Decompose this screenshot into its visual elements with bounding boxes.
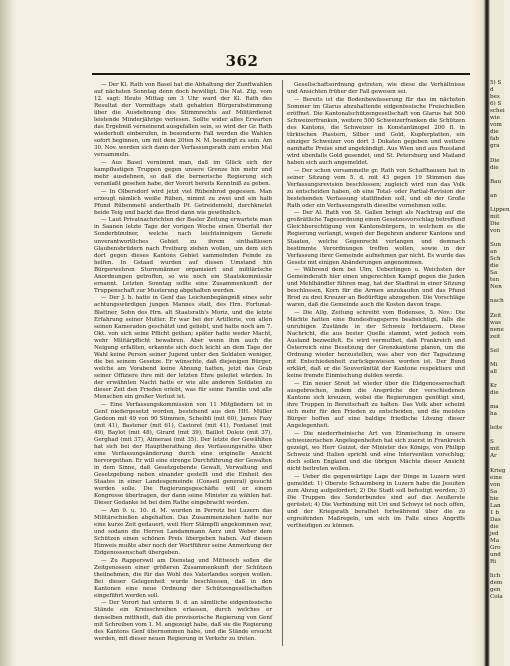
article-paragraph: — Der J. b. hatte in Genf das Leichenbegängniß eines sehr achtungswürdigen jungen Mannes statt, des Hrn. Fortunat-Blattner, Sohn des Hrn. alt Staatsrath's Moriz, und die letzte Erfahrung seiner Mutter. Er war bei der Artillerie, von allen seinen Kameraden geschätzt und geliebt, und hatte noch am 7. Okt. von sich seine Pflicht gethan; später hatte weder Macht, wehr Militärpflicht bewahren. Aber wenn ihm auch die Neigung erfaßten, erkannte sich doch leicht an dem Tage der Wahl keine Person seiner Jugend unter den Soldaten weniger, die bei seinem Gesetze. Er wünschte, daß diejenigen Bürger, welche am Vorabend keine Ahnung hatten, jetzt das Grab seiner Offiziere ihre mit der letzten Ehre geleitet würden. In der erwähnten Nacht hatte er wie alle anderen Soldaten zu dieser Zeit den Frieden erlebt, was für seine Familie und alle Menschen ein großer Verlust ist. [94, 295, 272, 401]
article-paragraph: — Aus Basel vernimmt man, daß im Glück sich der kampflustigen Truppen gegen unsere Grenze hin mehr und mehr ausdehnen, so daß die bernerische Regierung sich veranlaßt gesehen habe, der Vorort bereits Kenntniß zu geben. [94, 160, 272, 188]
adjacent-page-fragment [490, 172, 504, 179]
adjacent-page-fragment: Gro [490, 545, 501, 552]
adjacent-page-fragment: gen [490, 587, 501, 594]
adjacent-page-fragment: bes [490, 94, 500, 101]
article-paragraph: — In Olbersdorf wird jetzt viel Rübenbrod gegessen. Man erzeugt nämlich weiße Rüben, nimmt zu zwei und ein halb Pfund Rübenmehl anderthalb Pf. Getreidemehl, durchknetet beide Teig und backt das Brod dann wie gewöhnlich. [94, 188, 272, 216]
adjacent-page-fragment: zeit [490, 333, 501, 340]
adjacent-page-edge [490, 80, 510, 650]
adjacent-page-fragment [490, 376, 504, 383]
adjacent-page-fragment: Sch [490, 256, 501, 263]
adjacent-page-fragment: mit [490, 213, 500, 220]
adjacent-page-fragment: die [490, 523, 499, 530]
column-divider [282, 80, 283, 646]
adjacent-page-fragment: wie [490, 115, 500, 122]
adjacent-page-fragment: dem [490, 580, 503, 587]
adjacent-page-fragment: die [490, 390, 499, 397]
adjacent-page-fragment: Sa [490, 488, 498, 495]
adjacent-page-fragment: ha [490, 411, 497, 418]
adjacent-page-fragment: ma [490, 404, 499, 411]
adjacent-page-fragment [490, 291, 504, 298]
adjacent-page-fragment: die [490, 263, 499, 270]
article-paragraph: — Eine Verfassungskommission von 11 Mitgliedern ist in Genf niedergesetzt worden, bestehend aus den HH. Müller Gedeon mit 49 von 90 Stimmen, Scheibli (mit 60), James Fazy (mit 41), Bastener (mit 61), Castoret (mit 41), Fontanel (mit 49), Baylot (mit 48), Girard (mit 39), Baillot Doleiz (mit 37), Gerghad (mit 37), Almerasi (mit 35). Der letzte der Gewählten hat sich bei der Hauptberathung des Verfassungsraths über eine Verfassungsänderung durch eine originelle Ansicht hervorgethan. Er will eine strenge Durchführung der Gewalten in dem Sinne, daß Gesetzgebende Gewalt, Verwaltung und Gesetzgebung neben einander gestellt und die Einheit des Staates in einer Landesgemeinde (Conseil general) gesucht werden solle. Die Regierungsgeschäfte will er einem Kongresse übertragen, der dann seine Minister zu wählen hat. Dieser Gedanke ist bei dem Rathe eingebracht worden. [94, 401, 272, 507]
article-paragraph: — Der Al. Rath von St. Gallen bringt als Nachtrag auf die großrätliche Tagesordnung einen Gesetzesvorschlag betreffend Gleichberechtigung von Kantonsbürgern, in welchem es die Regierung verlangt, wegen der Begehren anderer Kantone und Staaten, welche Gegenrecht verlangen und demnach bestimmte Verordnungen treffen wollen, sowie in der Verfassung ihrer Gemeinde aufnehmen gar nicht. Es wurde das Gesetz mit einigen Abänderungen angenommen. [287, 210, 465, 266]
adjacent-page-fragment: nach [490, 298, 504, 305]
adjacent-page-fragment [490, 341, 504, 348]
adjacent-page-fragment: was [490, 319, 501, 326]
adjacent-page-fragment: bie [490, 495, 499, 502]
article-paragraph: — Am 9. u. 10. d. M. wurden in Perrotz bei Luzern das Militärschießen abgehalten. Das Zusammenziehen hatte nur eine kurze Zeit gedauert, weil Herr Stämpfli angekommen war, und sodann die Herren Landammann Aerz und Weber dem Schützen einen schönen Preis übergeben haben. Auf diesen Hinweis mußte aber noch der Wortführer seine Anmerkung der Eidgenossenschaft übergeben. [94, 507, 272, 557]
adjacent-page-fragment: gra [490, 143, 500, 150]
adjacent-page-fragment: Ri [490, 559, 497, 566]
adjacent-page-fragment: schei [490, 108, 505, 115]
adjacent-page-fragment: Lippen [490, 206, 510, 213]
article-paragraph: — Ein neuer Streit ist wieder über die Eidgenossenschaft ausgebrochen, indem die Ansprüche der verschiedenen Kantone sich kreuzen, wobei die Regierungen genötigt sind, ihre Truppen in Bereitschaft zu halten. Das Volk aber scheint sich mehr für den Frieden zu entscheiden, und die meisten Bürger hoffen auf eine baldige friedliche Lösung dieser Angelegenheit. [287, 380, 465, 430]
right-column [287, 82, 465, 530]
left-column [94, 82, 272, 643]
adjacent-page-fragment [490, 432, 504, 439]
adjacent-page-fragment: ten [490, 277, 500, 284]
binding-shadow [0, 0, 14, 666]
adjacent-page-fragment: Lan [490, 502, 501, 509]
adjacent-page-fragment: d [490, 87, 494, 94]
adjacent-page-fragment: 5) S [490, 80, 502, 86]
adjacent-page-fragment: Zeit [490, 312, 502, 319]
article-paragraph: — Die Allg. Zeitung schreibt vom Bodensee, 5. Nov.: Die Mächte hatten eine Bundesfragsperre beabsichtigt, falls die unruhigen Zustände in der Schweiz fortdauern. Diese Nachricht, die aus bester Quelle stammt, wird jedoch vom Ausland bezweifelt. Es wird vermuthet, daß Frankreich und Österreich eine Besetzung der Grenzkantone planen, um die Ordnung wieder herzustellen, was aber von der Tagsatzung mit Entschiedenheit zurückgewiesen worden ist. Der Bund erklärt, daß er die Souveränität der Kantone respektiere und keine fremde Einmischung dulden werde. [287, 310, 465, 380]
adjacent-page-fragment: Mi [490, 361, 498, 368]
adjacent-page-fragment: nene [490, 326, 504, 333]
adjacent-page-fragment: 1 b [490, 509, 499, 516]
adjacent-page-fragment: Sel [490, 347, 499, 354]
adjacent-page-fragment [490, 418, 504, 425]
adjacent-page-fragment: Cola [490, 594, 503, 601]
adjacent-page-fragment: Ar [490, 453, 497, 460]
adjacent-page-fragment: die [490, 129, 499, 136]
adjacent-page-fragment: Die [490, 157, 500, 164]
adjacent-page-fragment [490, 306, 504, 313]
article-paragraph: — Der Vorort hat unterm 9. d. an sämtliche eidgenössische Stände ein Kreisschreiben erlassen, durch welches er denselben mittheilt, daß die provisorische Regierung von Genf mit Schreiben vom 1. M. angezeigt habe, daß sie die Regierung des Kantons Genf übernommen habe, und die Stände ersucht werden, mit dieser neuen Regierung in Verkehr zu treten. [94, 600, 272, 642]
adjacent-page-fragment: mit [490, 446, 500, 453]
adjacent-page-fragment: Bau [490, 178, 502, 185]
adjacent-page-fragment: Das [490, 516, 501, 523]
adjacent-page-fragment: Kr [490, 383, 497, 390]
adjacent-page-fragment: 6) S [490, 101, 502, 108]
adjacent-page-fragment [490, 150, 504, 157]
adjacent-page-fragment: an [490, 249, 497, 256]
article-paragraph: — Bereits ist die Bodenbewässerung für das im nächsten Sommer im Glarus abzuhaltende eidgenössische Freischießen eröffnet. Die Kantonalschützengesellschaft von Glarus hat 500 Schweizerfranken, weitere 500 Schweizerfranken die Schützen des Kantons, die Schweizer in Konstantinopel 200 fl. in türkischen Piastern, Silber und Gold, Kupferplatten, ein einziger Schweizer von dort 3 Dukaten gegeben und weitere namhafte Preise sind angekündigt. Aus Wien und aus Russland wird ebenfalls Gold gesendet, und St. Petersburg und Mailand haben sich auch angemeldet. [287, 96, 465, 167]
adjacent-page-fragment [490, 186, 504, 193]
article-paragraph: — Der schon vorsammelte gr. Rath von Schaffhausen hat in seiner Sitzung vom 5. d. mit 43 gegen 19 Stimmen das Verfassungsrevision beschlossen; zugleich wird nun das Volk zu entscheiden haben, ob eine Total- oder Partial-Revision der bestehenden Verfassung stattfinden soll, und ob der Große Rath oder ein Verfassungsrath dieselbe vornehmen solle. [287, 167, 465, 209]
article-paragraph: — Ueber die gegenwärtige Lage der Dinge in Luzern wird gemeldet: 1) Oberste Schaumberg in Luzern habe die Jesuiten zum Abzug aufgefordert; 2) Die Stadt soll befestigt werden; 3) Die Truppen des Sonderbundes sind auf das Aeußerste gerüstet; 4) Die Verbindung mit Uri und Schwyz ist noch offen, und der Kriegsrath berathet fortwährend über die zu ergreifenden Maßregeln, um sich im Falle eines Angriffs vertheidigen zu können. [287, 473, 465, 529]
adjacent-page-fragment: fab [490, 136, 499, 143]
article-paragraph: — Laut Privatnachrichten der Basler Zeitung erwartete man in Saanen letzte Tage der vorigen Woche einen Überfall der Sonderbündner, welche nach leichtsinnigem Gerede unverantwortliches Gebiet zu ihrem sinthaltlosen Glaubensbrüdern nach Freiburg ziehen wollen, um dem sich dort gegen dieses Kantons Gebiet sammelnden Feinde zu helfen. In Gstaad wurden auf diesen Umstand hin Bürgerwehren Sturmmänner organisiert und militärische Anordnungen getroffen, so wie noch ein Staatskommissär ernannt. Letzten Sonntag sollte eine Zusammenkunft der Truppenschaft zur Musterung abgehalten werden. [94, 217, 272, 294]
adjacent-page-fragment: eine [490, 474, 503, 481]
adjacent-page-fragment: von [490, 227, 501, 234]
adjacent-page-fragment [490, 235, 504, 242]
adjacent-page-fragment: jed [490, 531, 499, 537]
article-paragraph: — Der Kl. Rath von Basel hat die Abhaltung der Zunftwahlen auf nächsten Sonntag denn doch bewilligt. Die Nat. Ztg. vom 12. sagt: Heute Mittag um 3 Uhr ward der Kl. Rath des Resultat der Vormittags statt gehabten Bürgerabstimmung über die Ausdehnung des Stimmrechts auf Militärdienst leistende Minderjährige verlesen. Sollte wider alles Erwarten das Ergebniß verneinend ausgefallen sein, so wird der Gr. Rath wiederholt einberufen, in besonderm Fall werden die Wahlen sofort beginnen, um mit dem 20ten N. M. beendigt zu sein. Am 30. Nov. werden sich dann der Verfassungsrath zum ersten Mal versammeln. [94, 82, 272, 159]
adjacent-page-fragment: Ma [490, 538, 500, 545]
adjacent-page-fragment [490, 397, 504, 404]
adjacent-page-fragment: die [490, 164, 499, 171]
article-paragraph: — Während dem bei Ulm, Ueberlingen u. Weichsten der Gemeinderath hier einen ungerechten Kampf gegen die Juden und Mehlhändler führen mag, hat der Stadtrat in einer Sitzung beschlossen, Korn für die Armen anzukaufen und das Pfund Brod zu drei Kreuzer an Bedürftige abzugeben. Die Vorschläge waren, daß die Gemeinde auch die Kosten davon trage. [287, 267, 465, 309]
adjacent-page-fragment: und [490, 552, 501, 559]
adjacent-page-fragment [490, 566, 504, 573]
adjacent-page-fragment: Die [490, 220, 500, 227]
article-paragraph: — Zu Rapperswil am Dienstag und Mittwoch sollen die Zeitgenossen einer größeren Zusammenkunft der Schützen theilnehmen, die für das Wohl des Vaterlandes sorgen wollen. Bei dieser Gelegenheit wurde beschlossen, daß in den Kantonen eine neue Ordnung der Schützengesellschaften eingeführt werden soll. [94, 557, 272, 599]
adjacent-page-fragment: lich [490, 573, 501, 580]
adjacent-page-fragment: vom [490, 122, 502, 129]
adjacent-page-fragment [490, 200, 504, 207]
adjacent-page-fragment: Krieg [490, 467, 506, 474]
adjacent-page-fragment: an [490, 192, 497, 199]
article-paragraph: Gesellschaftsordnung getreten, wie diese die Verhältnisse und Ansichten früher der Fall gewesen sei. [287, 82, 465, 96]
adjacent-page-fragment: Nen [490, 284, 502, 291]
adjacent-page-fragment: S [490, 439, 494, 446]
adjacent-page-fragment: Sa [490, 270, 498, 277]
adjacent-page-fragment: von [490, 481, 501, 488]
page-number: 362 [225, 52, 259, 70]
adjacent-page-fragment [490, 355, 504, 362]
adjacent-page-fragment: all [490, 368, 497, 375]
adjacent-page-fragment: Sun [490, 242, 502, 249]
adjacent-page-fragment [490, 461, 504, 468]
header-rule [92, 73, 470, 75]
adjacent-page-fragment: leite [490, 425, 503, 432]
article-paragraph: — Die niederrheinische Art von Einmischung in unsere schweizerischen Angelegenheiten hat sich zuerst in Frankreich gezeigt, wo Herr Guizot, der Minister des Königs, von Philipp Schweiz und Italien spricht und eine Intervention vorschlug; doch sollen England und die übrigen Mächte dieser Ansicht nicht beitreten wollen. [287, 430, 465, 473]
